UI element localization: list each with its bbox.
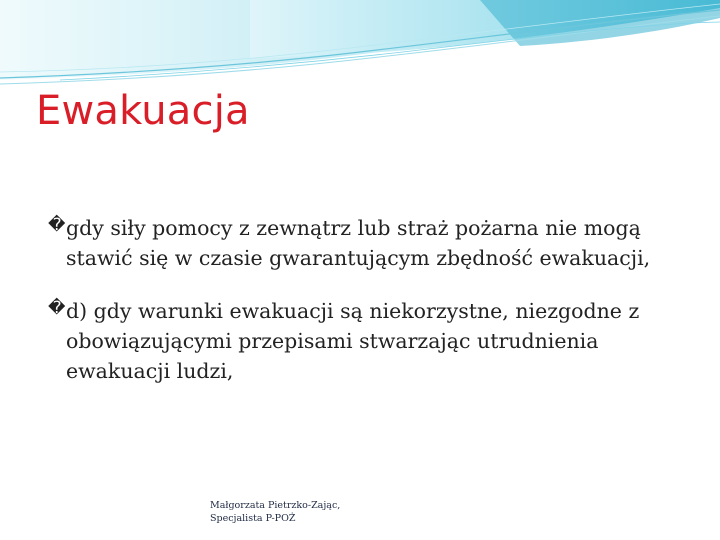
bullet-item-2	[48, 297, 688, 386]
bullet-item-1	[48, 214, 688, 273]
replacement-glyph-icon: �	[48, 298, 66, 319]
replacement-glyph-icon: �	[48, 215, 66, 235]
footer-author: Małgorzata Pietrzko-Zając,	[210, 500, 341, 511]
bullet-text-1: gdy siły pomocy z zewnątrz lub straż pożarna nie mogą stawić się w czasie gwarantującym zbędność ewakuacji,	[66, 216, 651, 270]
footer-role: Specjalista P-POŻ	[210, 512, 296, 524]
bullet-list	[48, 214, 688, 411]
bullet-text-2: d) gdy warunki ewakuacji są niekorzystne, niezgodne z obowiązującymi przepisami stwarzając utrudnienia ewakuacji ludzi,	[66, 299, 640, 383]
footer-author-note	[210, 500, 340, 526]
slide-title: Ewakuacja	[36, 88, 250, 134]
decorative-wave-band	[0, 0, 720, 90]
